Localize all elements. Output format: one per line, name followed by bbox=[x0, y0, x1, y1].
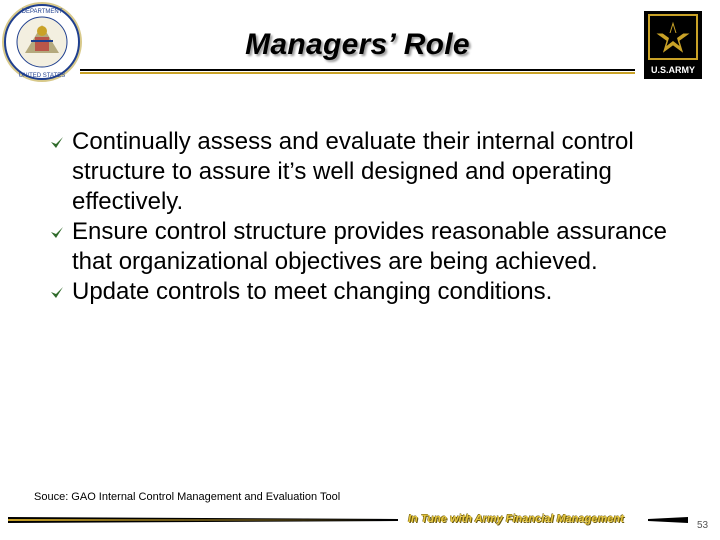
bullet-list bbox=[50, 127, 680, 307]
checkmark-bullet-icon bbox=[50, 286, 64, 300]
bullet-text: Ensure control structure provides reasonable assurance that organizational objectives are being achieved. bbox=[72, 218, 667, 275]
svg-text:DEPARTMENT: DEPARTMENT bbox=[21, 9, 63, 15]
army-logo-text: U.S.ARMY bbox=[650, 65, 696, 75]
checkmark-bullet-icon bbox=[50, 226, 64, 240]
army-seal-icon bbox=[1, 1, 83, 83]
bullet-item bbox=[50, 127, 680, 217]
footer-tagline: In Tune with Army Financial Management bbox=[408, 513, 624, 525]
bullet-text: Update controls to meet changing conditions. bbox=[72, 278, 553, 305]
bullet-text: Continually assess and evaluate their internal control structure to assure it’s well designed and operating effectively. bbox=[72, 128, 634, 215]
title-underline-gold bbox=[80, 72, 635, 74]
slide-title: Managers’ Role bbox=[245, 28, 470, 61]
title-underline bbox=[80, 69, 635, 71]
source-citation: Souce: GAO Internal Control Management and Evaluation Tool bbox=[34, 491, 341, 503]
checkmark-bullet-icon bbox=[50, 136, 64, 150]
svg-text:UNITED STATES: UNITED STATES bbox=[18, 73, 66, 79]
footer-rule-right bbox=[648, 517, 688, 523]
page-number: 53 bbox=[697, 520, 709, 531]
army-star-logo-icon bbox=[644, 11, 702, 79]
bullet-item bbox=[50, 217, 680, 277]
title-area bbox=[80, 24, 635, 84]
footer-rule-left bbox=[8, 517, 398, 523]
bullet-item bbox=[50, 277, 680, 307]
